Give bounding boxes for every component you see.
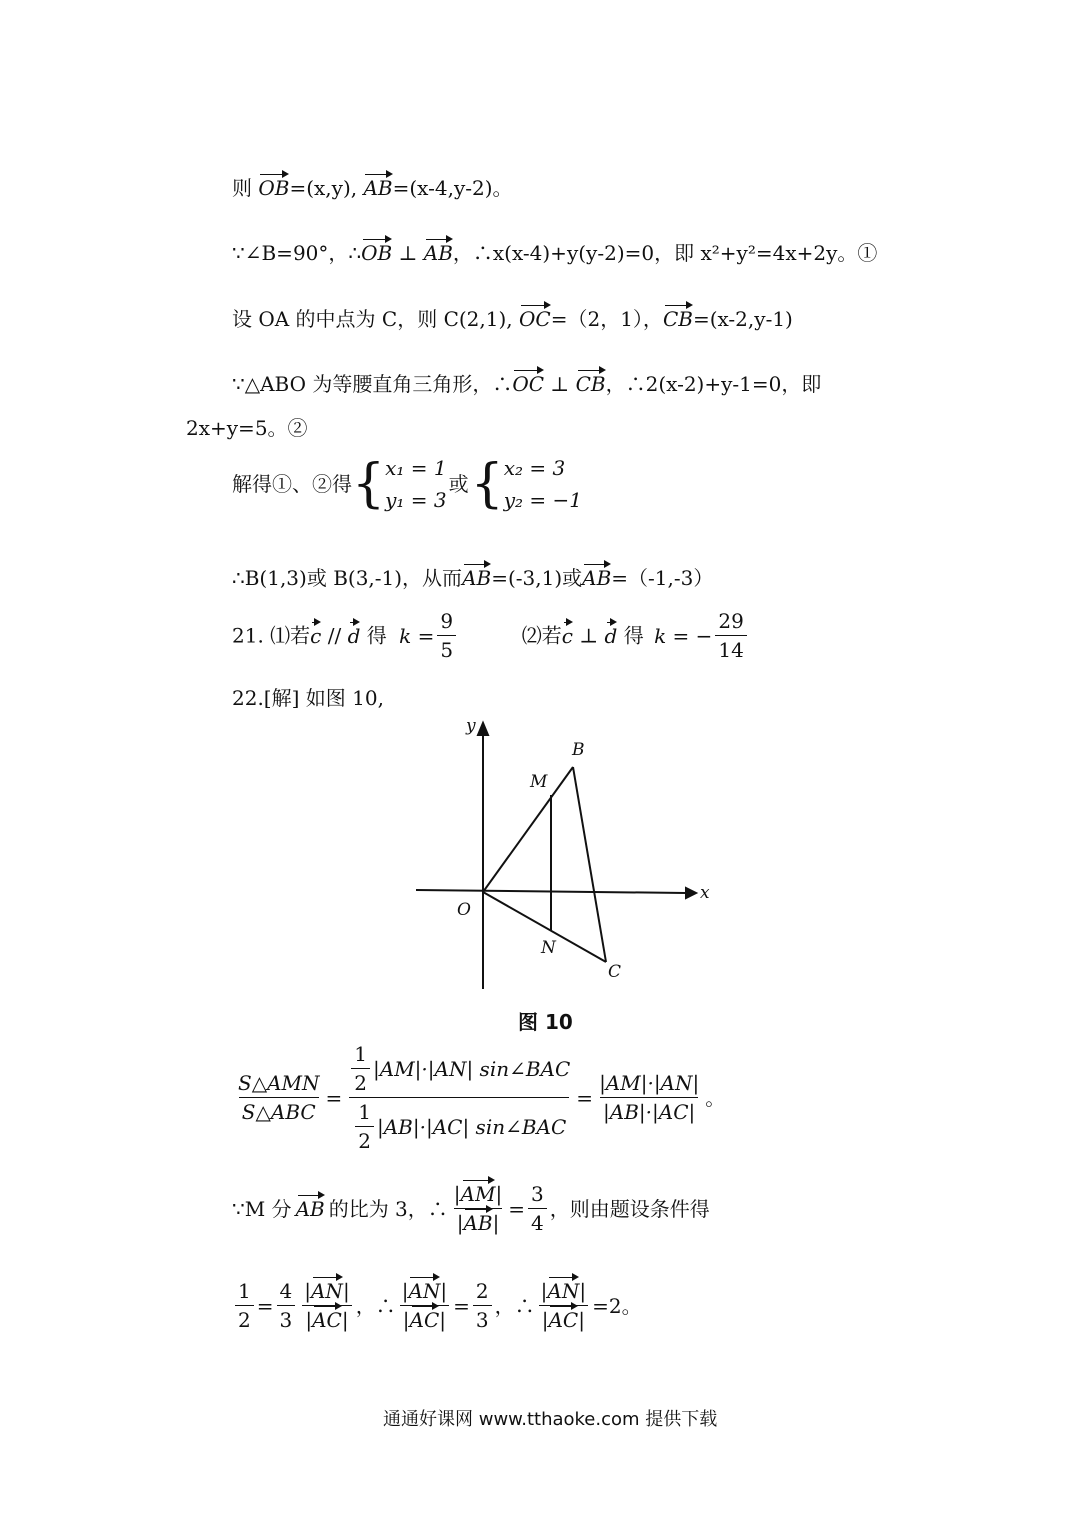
label-O: O [457,900,471,920]
vector-d: d [347,623,361,648]
system-1: x₁ = 1 y₁ = 3 [385,456,447,512]
fraction-area-mid: $\frac{1}{2}$ |AM|·|AN| sin∠BAC $\frac{1}{2}$ |AB|·|AC| sin∠BAC [345,1043,573,1152]
line-7: ∴B(1,3)或 B(3,-1)，从而AB=(-3,1)或AB=（-1,-3） [232,566,714,590]
label-C: C [608,962,622,982]
vector-c: c [310,623,322,648]
line-10: ∵M 分 AB 的比为 3，∴ $\frac{|AM|}{|AB|}$ = $\frac{3}{4}$ ，则由题设条件得 [232,1182,710,1235]
segment-BC [573,767,606,962]
fraction-AN-AC: $\frac{|AN|}{|AC|}$ [304,1279,350,1332]
vector-CB: CB [575,372,606,396]
label-N: N [541,938,556,958]
vector-OC: OC [512,372,545,396]
line-3: 设 OA 的中点为 C，则 C(2,1), OC=（2，1），CB=(x-2,y-1) [232,307,793,331]
line-11: $\frac{1}{2}$ = $\frac{4}{3}$ $\frac{|AN|}{|AC|}$ ，∴ $\frac{|AN|}{|AC|}$ = $\frac{2}{3}$ ，∴ $\frac{|AN|}{|AC|}$ =2。 [232,1280,642,1331]
fraction-29-14: $\frac{29}{14}$ [715,610,746,661]
vector-c: c [561,623,573,648]
vector-OC: OC [519,307,551,331]
vector-AB: AB [462,566,492,590]
line-5: 2x+y=5。② [186,416,308,440]
vector-d: d [604,623,618,648]
vector-AB: AB [582,566,612,590]
fraction-9-5: $\frac{9}{5}$ [437,610,456,661]
line-1: 则 OB=(x,y), AB=(x-4,y-2)。 [232,176,513,200]
fraction-AM-AB: $\frac{|AM|}{|AB|}$ [453,1182,503,1235]
fraction-AN-AC: $\frac{|AN|}{|AC|}$ [540,1279,587,1332]
fraction-AN-AC: $\frac{|AN|}{|AC|}$ [401,1279,448,1332]
label-B: B [572,740,585,760]
label-M: M [530,772,548,792]
vector-OB: OB [361,241,393,265]
label-y: y [466,716,476,736]
line-8-problem-21: 21. ⑴若c // d 得 k = $\frac{9}{5}$ ⑵若c ⊥ d 得 k = − $\frac{29}{14}$ [232,610,750,661]
segment-OB [483,767,573,892]
line-4: ∵△ABO 为等腰直角三角形，∴OC ⊥ CB，∴2(x-2)+y-1=0，即 [232,372,822,396]
line-2: ∵∠B=90°，∴OB ⊥ AB，∴x(x-4)+y(y-2)=0，即 x²+y²=4x+2y。① [232,241,878,265]
figure-10 [400,705,720,1005]
line-9-problem-22: 22.[解] 如图 10, [232,686,384,710]
vector-AB: AB [363,176,393,200]
vector-OB: OB [258,176,290,200]
fraction-3-4: $\frac{3}{4}$ [528,1183,547,1234]
y-axis-arrow [478,723,488,735]
system-2: x₂ = 3 y₂ = −1 [503,456,582,512]
x-axis-arrow [686,888,696,898]
fraction-area-rhs: $\frac{|AM|\cdot|AN|}{|AB|\cdot|AC|}$ [599,1071,700,1124]
footer-text: 通通好课网 www.tthaoke.com 提供下载 [383,1409,718,1430]
fraction-area-lhs: $\frac{\text{S△AMN}}{\text{S△ABC}}$ [238,1071,320,1124]
equation-area-ratio: $\frac{\text{S△AMN}}{\text{S△ABC}}$ = $\frac{1}{2}$ |AM|·|AN| sin∠BAC $\frac{1}{2}$ |AB|·|AC| sin∠BAC = $\frac{|AM|\cdot|AN|}{|AB|\cdot|AC|}$ 。 [232,1043,725,1152]
vector-CB: CB [662,307,693,331]
line-6-system: 解得①、②得{ x₁ = 1 y₁ = 3 或{ x₂ = 3 y₂ = −1 [232,454,582,514]
figure-caption: 图 10 [518,1010,573,1034]
label-x: x [700,883,710,903]
vector-AB: AB [423,241,453,265]
vector-AB: AB [295,1196,325,1221]
